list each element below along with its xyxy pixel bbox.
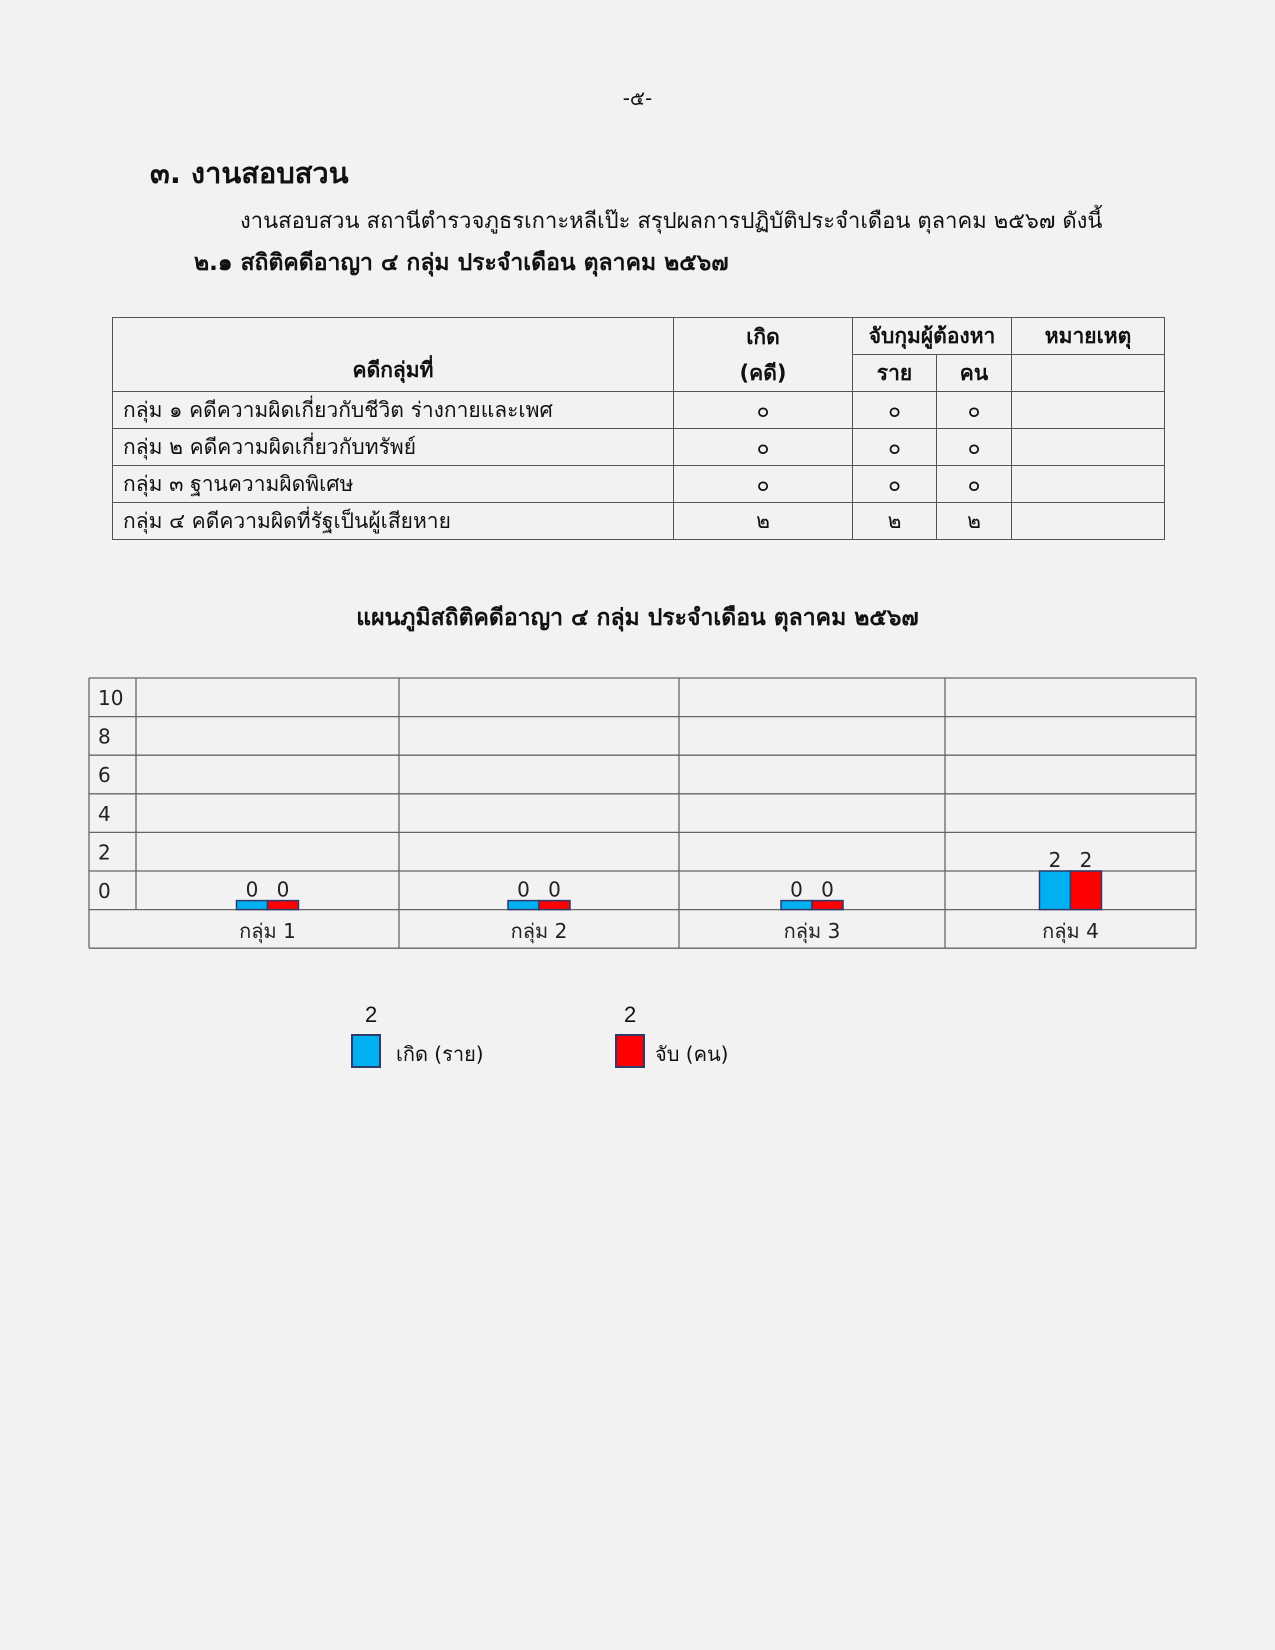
- bar-data-label: 0: [790, 877, 803, 902]
- bar: [237, 901, 268, 910]
- row-persons: ๐: [937, 466, 1012, 503]
- header-occur: เกิด (คดี): [674, 318, 853, 392]
- header-arrest-cases: ราย: [853, 355, 937, 392]
- row-cases: ๐: [853, 392, 937, 429]
- y-tick-label: 8: [98, 724, 111, 749]
- bar: [268, 901, 299, 910]
- legend-label-arrest: จับ (คน): [655, 1042, 729, 1066]
- row-group-name: กลุ่ม ๒ คดีความผิดเกี่ยวกับทรัพย์: [113, 429, 674, 466]
- row-cases: ๐: [853, 466, 937, 503]
- bar: [1040, 871, 1071, 910]
- bar: [781, 901, 812, 910]
- legend-value-arrest: 2: [624, 1002, 637, 1027]
- x-category-label: กลุ่ม 3: [783, 919, 841, 944]
- row-cases: ๐: [853, 429, 937, 466]
- header-group: คดีกลุ่มที่: [113, 318, 674, 392]
- bar: [508, 901, 539, 910]
- legend-label-occur: เกิด (ราย): [396, 1042, 484, 1066]
- page-number: -๕-: [622, 86, 653, 110]
- row-occur: ๒: [674, 503, 853, 540]
- row-persons: ๐: [937, 392, 1012, 429]
- y-tick-label: 6: [98, 763, 111, 788]
- row-persons: ๒: [937, 503, 1012, 540]
- bar-data-label: 2: [1079, 848, 1093, 872]
- row-group-name: กลุ่ม ๑ คดีความผิดเกี่ยวกับชีวิต ร่างกายและเพศ: [113, 392, 674, 429]
- y-tick-label: 4: [98, 801, 111, 826]
- bar-data-label: 0: [517, 877, 530, 902]
- bar-data-label: 0: [548, 877, 561, 902]
- y-tick-label: 10: [98, 686, 124, 710]
- legend-swatch-arrest: [615, 1034, 645, 1068]
- bar: [1071, 871, 1102, 910]
- header-remark: หมายเหตุ: [1012, 318, 1165, 355]
- subsection-title: ๒.๑ สถิติคดีอาญา ๔ กลุ่ม ประจำเดือน ตุลาคม ๒๕๖๗: [194, 250, 729, 276]
- legend-swatch-occur: [351, 1034, 381, 1068]
- row-group-name: กลุ่ม ๓ ฐานความผิดพิเศษ: [113, 466, 674, 503]
- x-category-label: กลุ่ม 1: [239, 919, 296, 944]
- row-group-name: กลุ่ม ๔ คดีความผิดที่รัฐเป็นผู้เสียหาย: [113, 503, 674, 540]
- row-persons: ๐: [937, 429, 1012, 466]
- row-occur: ๐: [674, 429, 853, 466]
- legend-value-occur: 2: [365, 1002, 378, 1027]
- row-occur: ๐: [674, 466, 853, 503]
- intro-text: งานสอบสวน สถานีตำรวจภูธรเกาะหลีเป๊ะ สรุปผลการปฏิบัติประจำเดือน ตุลาคม ๒๕๖๗ ดังนี้: [240, 209, 1103, 234]
- row-cases: ๒: [853, 503, 937, 540]
- header-arrest: จับกุมผู้ต้องหา: [853, 318, 1012, 355]
- x-category-label: กลุ่ม 4: [1042, 919, 1099, 944]
- bar: [812, 901, 843, 910]
- bar-data-label: 0: [276, 877, 290, 902]
- x-category-label: กลุ่ม 2: [510, 919, 568, 944]
- bar-data-label: 2: [1048, 848, 1062, 872]
- y-tick-label: 2: [98, 840, 111, 865]
- header-arrest-persons: คน: [937, 355, 1012, 392]
- row-occur: ๐: [674, 392, 853, 429]
- y-tick-label: 0: [98, 879, 111, 903]
- bar-data-label: 0: [821, 877, 834, 902]
- bar: [539, 901, 570, 910]
- chart-title: แผนภูมิสถิติคดีอาญา ๔ กลุ่ม ประจำเดือน ตุลาคม ๒๕๖๗: [356, 605, 919, 631]
- bar-data-label: 0: [245, 877, 259, 902]
- section-title: ๓. งานสอบสวน: [150, 156, 349, 190]
